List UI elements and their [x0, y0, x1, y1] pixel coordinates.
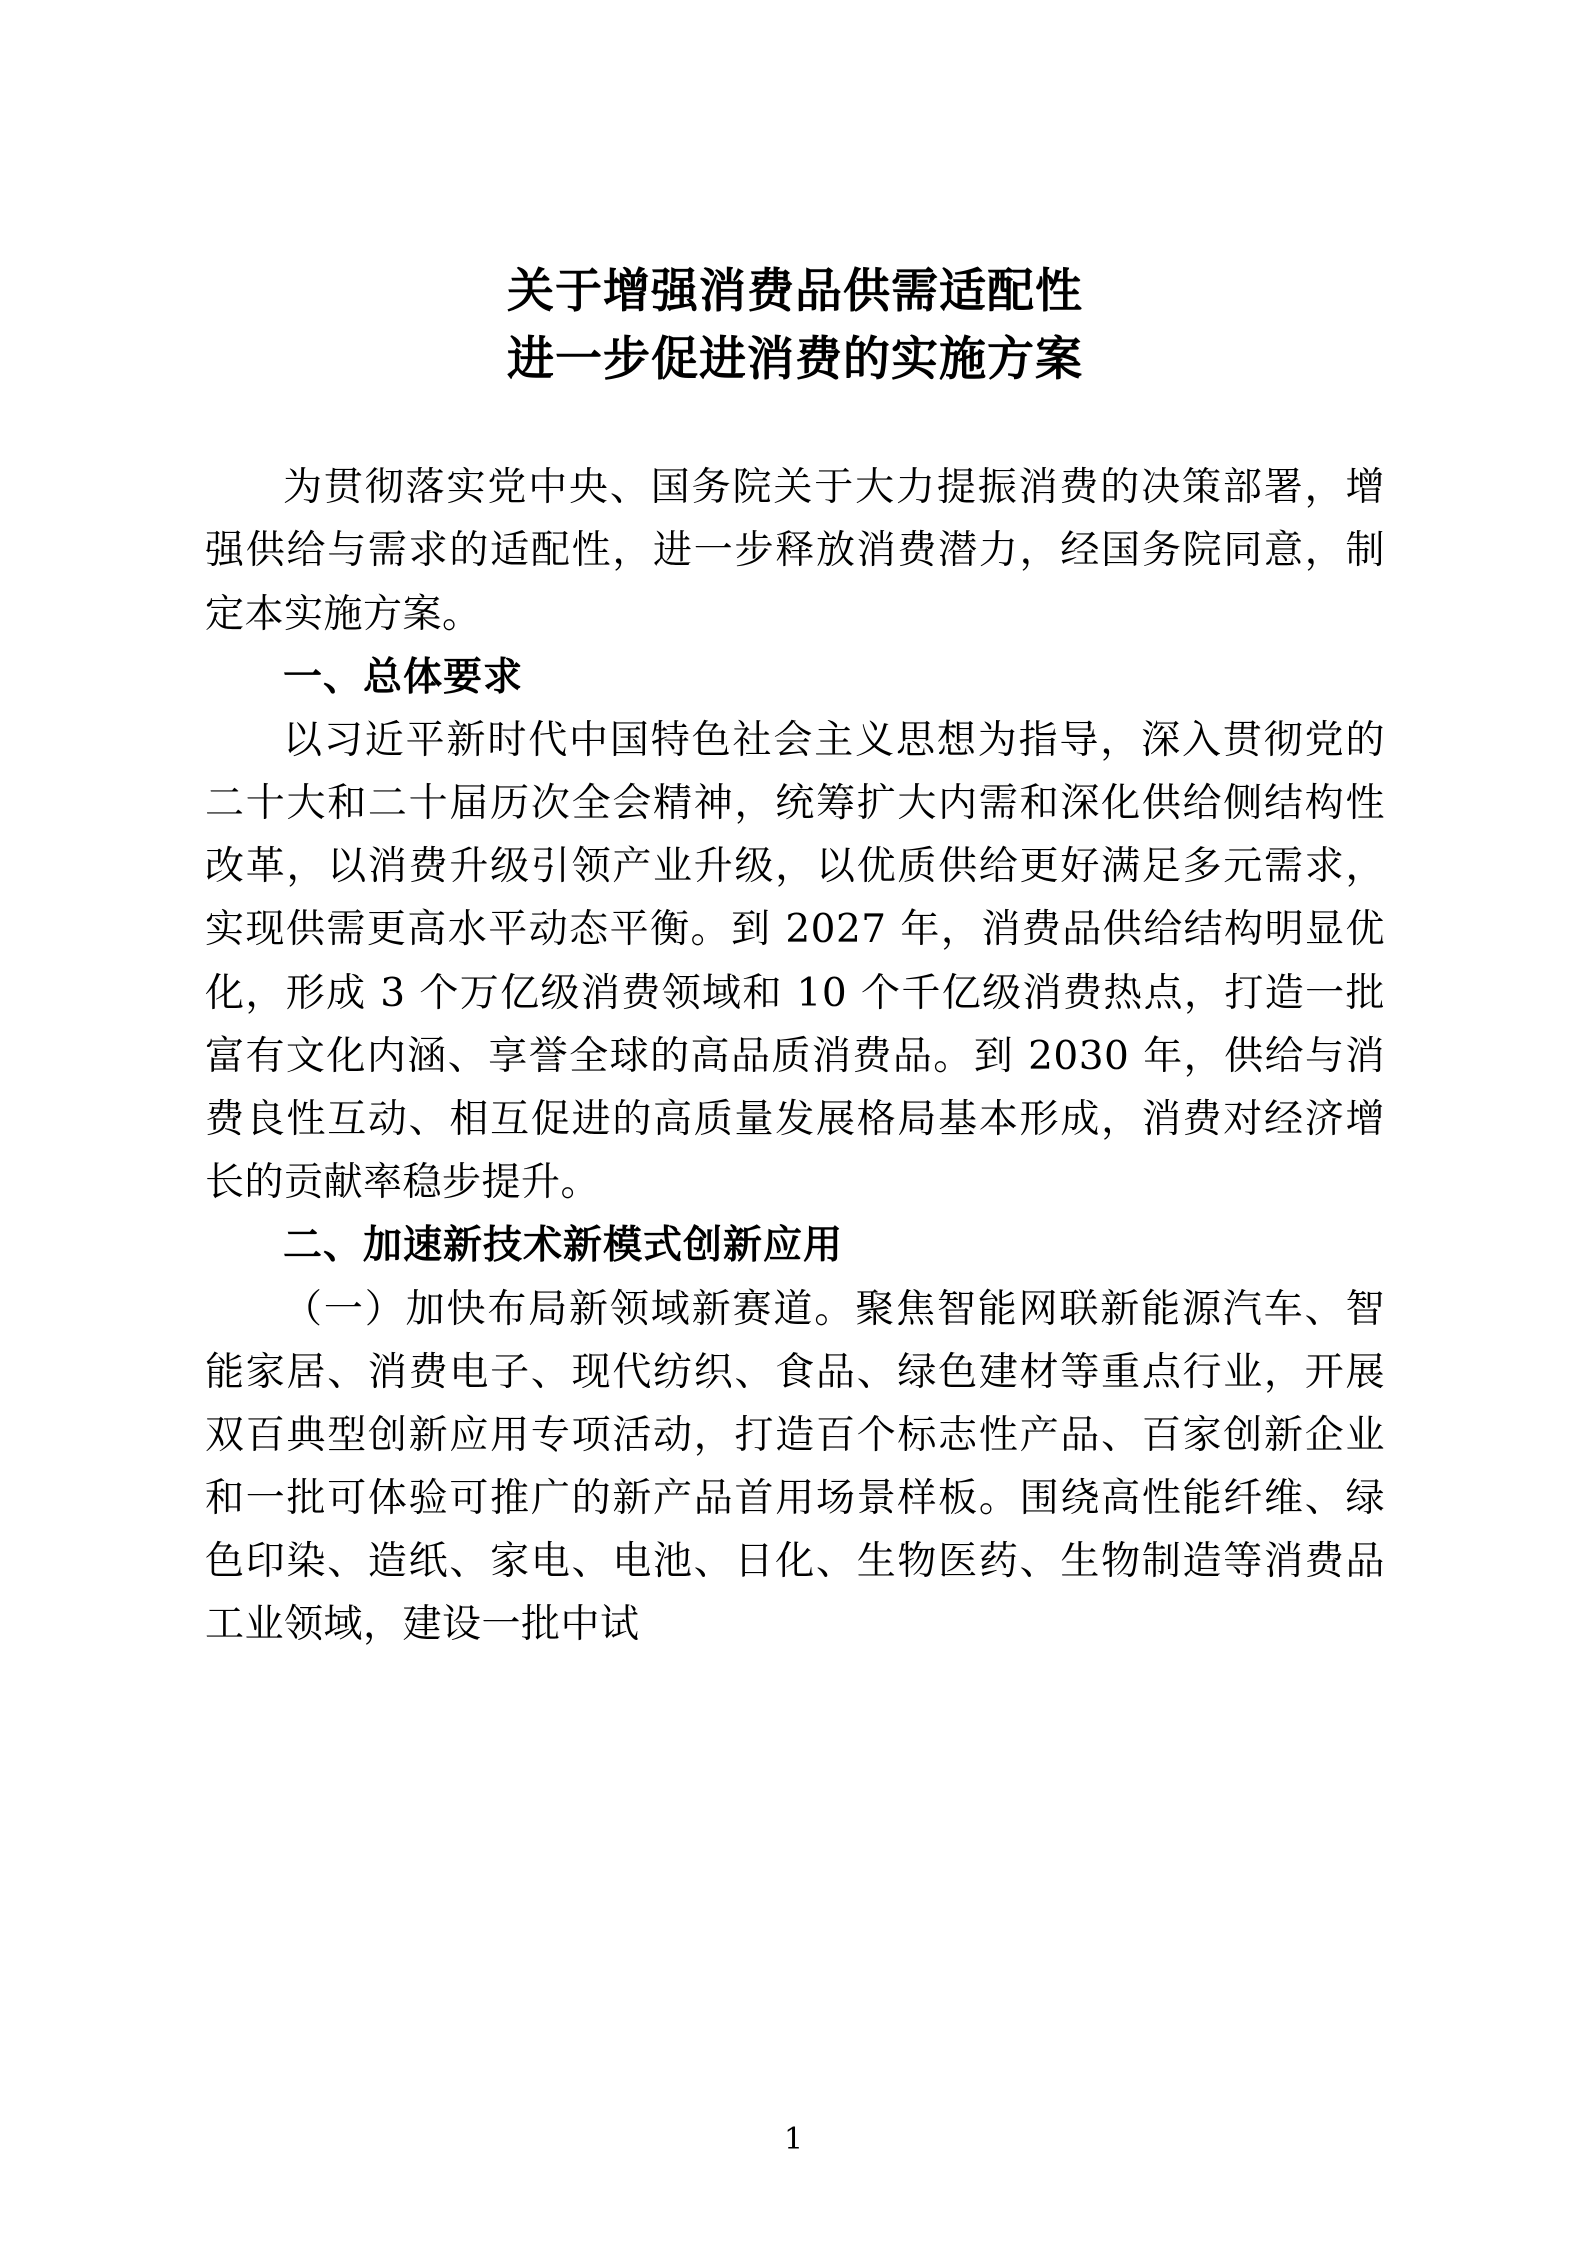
page-title-line-1: 关于增强消费品供需适配性 — [507, 264, 1083, 319]
page-title — [205, 0, 1385, 394]
section-1-paragraph-1: 以习近平新时代中国特色社会主义思想为指导，深入贯彻党的二十大和二十届历次全会精神，统筹扩大内需和深化供给侧结构性改革，以消费升级引领产业升级，以优质供给更好满足多元需求，实现供需更高水平动态平衡。到 2027 年，消费品供给结构明显优化，形成 3 个万亿级消费领域和 10 个千亿级消费热点，打造一批富有文化内涵、享誉全球的高品质消费品。到 2030 年，供给与消费良性互动、相互促进的高质量发展格局基本形成，消费对经济增长的贡献率稳步提升。 — [205, 717, 1385, 1206]
page-title-line-2: 进一步促进消费的实施方案 — [507, 332, 1083, 388]
section-heading-1: 一、总体要求 — [283, 654, 524, 700]
intro-paragraph: 为贯彻落实党中央、国务院关于大力提振消费的决策部署，增强供给与需求的适配性，进一步释放消费潜力，经国务院同意，制定本实施方案。 — [205, 465, 1385, 637]
section-2-paragraph-1: （一）加快布局新领域新赛道。聚焦智能网联新能源汽车、智能家居、消费电子、现代纺织、食品、绿色建材等重点行业，开展双百典型创新应用专项活动，打造百个标志性产品、百家创新企业和一批可体验可推广的新产品首用场景样板。围绕高性能纤维、绿色印染、造纸、家电、电池、日化、生物医药、生物制造等消费品工业领域，建设一批中试 — [205, 1286, 1385, 1648]
page-number: 1 — [783, 2122, 804, 2157]
section-heading-2: 二、加速新技术新模式创新应用 — [283, 1223, 844, 1269]
document-body — [205, 0, 1385, 1657]
